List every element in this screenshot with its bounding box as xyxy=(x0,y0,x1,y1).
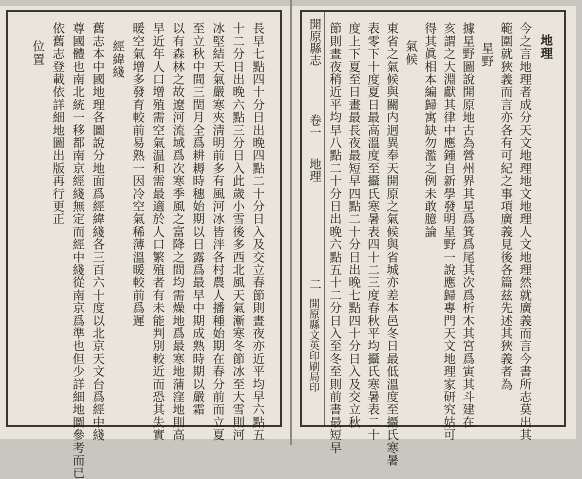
text-column: 度上下夏至日畫最長夜最短早四點二十分日出晚七點四十分日入及交立秋 xyxy=(347,22,362,429)
book-gutter xyxy=(290,0,292,445)
text-column: 暖空氣增多發育較前易熟一因冷空氣稀薄溫暖較前爲遲 xyxy=(131,22,146,327)
text-column: 依舊志登載依詳細地圖出版再行更正 xyxy=(51,22,66,226)
banner-page-number: 二 xyxy=(308,278,322,290)
banner-title: 開原縣志 xyxy=(308,18,322,66)
text-column: 節則晝夜稍近平均早八點二十分日出晚六點五十二分日入至冬至則前書最短早 xyxy=(328,22,343,454)
section-heading: 經緯綫 xyxy=(111,40,126,79)
text-column: 長早七點四十分日出晚四點二十分日入及交立春節則晝夜亦近平均早六點五 xyxy=(251,22,266,442)
text-column: 亥謂之大淵獻其律中應鍾自新學發明星野一說應歸專門天文地理家研究姑可 xyxy=(442,22,457,442)
text-column: 十二分日出晚六點三分日入此歲小雪後多西北風天氣漸寒冬節冰至大雪則河 xyxy=(231,22,246,442)
text-column: 早近年人口增殖需空氣温和需最適於人口繁殖者有未能判別較近而恐其失實 xyxy=(151,22,166,442)
banner-section: 地理 xyxy=(308,158,322,182)
text-column: 至立秋中間三閏月全爲耕耨時穗始期以日露爲最早中期成熟時期以嚴霜 xyxy=(191,22,206,416)
section-heading: 位置 xyxy=(31,40,46,66)
text-column: 以有森林之故遼河流域爲次寒季風之富降之間均需燥地爲最寒地蒲窪地則高 xyxy=(171,22,186,442)
text-column: 尊國體也南北統一移都南京經綫無定而經中綫從南京爲準也但少詳細地圖參考而已 xyxy=(71,22,86,479)
banner-printer: 開原縣文英印刷局印 xyxy=(308,298,320,393)
text-column: 表零下十度夏日最高溫度至攝氏寒暑表四十二三度春秋平均攝氏寒暑表二十 xyxy=(366,22,381,442)
left-page-frame xyxy=(6,10,282,479)
text-column: 範圍就狹義而言亦各有可紀之事項廣義見後各篇兹先述其狹義者為 xyxy=(499,22,514,391)
section-heading: 星野 xyxy=(480,42,495,68)
right-page-frame xyxy=(300,10,566,467)
text-column: 得其眞相本編歸寓缺勿濫之例未敢臆論 xyxy=(423,22,438,238)
text-column: 舊志本中國地理各圖說分地面爲經緯綫各三百六十度以北京天文台爲經中綫 xyxy=(91,22,106,442)
text-column: 冰堅結天氣嚴寒夾淸明前多有風河冰皆泮各村農人播種始期在春分前而立夏 xyxy=(211,22,226,442)
banner-rule xyxy=(324,12,325,425)
page-banner xyxy=(302,12,324,425)
text-column: 今之言地理者成分天文地理地文地理人文地理然就廣義而言今書所志莫出其 xyxy=(518,22,533,442)
text-column: 東省之氣候與關内迥異奉天開原之氣候與省城亦差本邑冬日最低溫度至攝氏寒暑 xyxy=(385,22,400,467)
section-heading: 氣候 xyxy=(404,40,419,66)
text-column: 據星野圖說開原地古為營州界其星爲箕爲尾其次爲析木其宮爲寅其斗建在 xyxy=(461,22,476,429)
chapter-heading: 地理 xyxy=(539,34,554,60)
banner-volume: 卷一 xyxy=(308,114,322,138)
